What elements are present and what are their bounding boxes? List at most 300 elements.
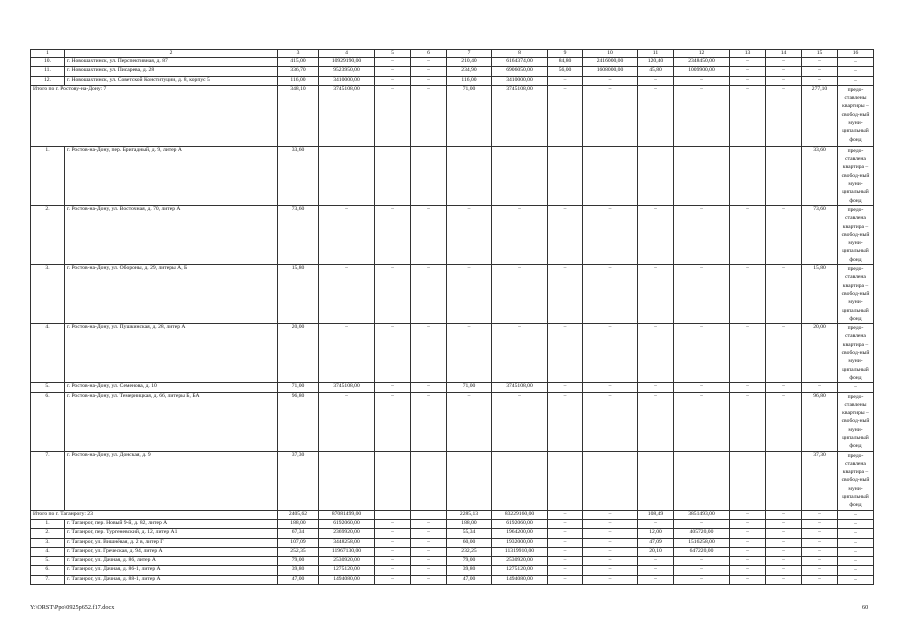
- value-cell: 79,00: [278, 557, 319, 566]
- value-cell: –: [583, 557, 638, 566]
- value-cell: –: [447, 265, 492, 324]
- row-number: 3.: [31, 538, 65, 547]
- value-cell: –: [548, 566, 583, 575]
- table-row: [31, 392, 874, 451]
- value-cell: 6906050,00: [492, 67, 548, 76]
- note-cell: –: [838, 529, 874, 538]
- address-cell: г. Таганрог, пер. Тургеневский, д. 12, литер А1: [65, 529, 278, 538]
- value-cell: –: [548, 529, 583, 538]
- value-cell: 33,60: [278, 146, 319, 205]
- row-number: 7.: [31, 451, 65, 510]
- value-cell: –: [583, 76, 638, 85]
- value-cell: –: [802, 538, 838, 547]
- value-cell: –: [766, 547, 802, 556]
- value-cell: –: [766, 529, 802, 538]
- value-cell: –: [802, 566, 838, 575]
- value-cell: 45,80: [638, 67, 674, 76]
- subtotal-label: Итого по г. Ростову-на-Дону: 7: [31, 85, 278, 146]
- value-cell: 1932000,00: [492, 538, 548, 547]
- file-path: Y:\ORST\Ppo\0925p652.f17.docx: [30, 604, 115, 611]
- column-header: 16: [838, 50, 874, 58]
- value-cell: –: [730, 76, 766, 85]
- table-row: [31, 547, 874, 556]
- value-cell: –: [638, 519, 674, 528]
- column-header: 15: [802, 50, 838, 58]
- column-header: 10: [583, 50, 638, 58]
- value-cell: –: [766, 383, 802, 392]
- value-cell: –: [375, 557, 411, 566]
- value-cell: –: [548, 510, 583, 519]
- value-cell: –: [802, 67, 838, 76]
- value-cell: 15,80: [278, 265, 319, 324]
- value-cell: 3410000,00: [492, 76, 548, 85]
- row-number: 1.: [31, 146, 65, 205]
- value-cell: –: [730, 324, 766, 383]
- value-cell: –: [766, 575, 802, 584]
- value-cell: –: [548, 85, 583, 146]
- row-number: 11.: [31, 67, 65, 76]
- value-cell: –: [730, 58, 766, 67]
- row-number: 4.: [31, 547, 65, 556]
- value-cell: –: [319, 324, 375, 383]
- value-cell: –: [638, 324, 674, 383]
- column-header: 14: [766, 50, 802, 58]
- value-cell: [492, 451, 548, 510]
- address-cell: г. Ростов-на-Дону, ул. Восточная, д. 70, литер А: [65, 205, 278, 264]
- value-cell: –: [375, 324, 411, 383]
- value-cell: 1275120,00: [492, 566, 548, 575]
- value-cell: 96,80: [802, 392, 838, 451]
- value-cell: 73,60: [802, 205, 838, 264]
- value-cell: 37,30: [278, 451, 319, 510]
- value-cell: –: [548, 205, 583, 264]
- value-cell: 73,60: [278, 205, 319, 264]
- row-number: 2.: [31, 529, 65, 538]
- note-cell: предо-ставлена квартира – свобод-ный муни-ципальный фонд: [838, 205, 874, 264]
- table-row: [31, 557, 874, 566]
- value-cell: 1494080,00: [492, 575, 548, 584]
- value-cell: –: [583, 538, 638, 547]
- value-cell: 108,49: [638, 510, 674, 519]
- value-cell: –: [730, 547, 766, 556]
- value-cell: –: [638, 557, 674, 566]
- value-cell: 12,00: [638, 529, 674, 538]
- column-header: 4: [319, 50, 375, 58]
- value-cell: [674, 451, 730, 510]
- value-cell: 83229160,00: [492, 510, 548, 519]
- value-cell: 56,00: [548, 67, 583, 76]
- note-cell: –: [838, 383, 874, 392]
- value-cell: –: [638, 566, 674, 575]
- value-cell: 71,00: [278, 383, 319, 392]
- table-row: [31, 383, 874, 392]
- value-cell: 348,10: [278, 85, 319, 146]
- value-cell: 3410000,00: [319, 76, 375, 85]
- value-cell: –: [375, 392, 411, 451]
- value-cell: 11967130,00: [319, 547, 375, 556]
- note-cell: –: [838, 519, 874, 528]
- address-cell: г. Ростов-на-Дону, пер. Бригадный, д. 9, литер А: [65, 146, 278, 205]
- value-cell: 107,09: [278, 538, 319, 547]
- value-cell: 188,00: [278, 519, 319, 528]
- table-row: [31, 324, 874, 383]
- value-cell: –: [411, 58, 447, 67]
- value-cell: –: [730, 205, 766, 264]
- value-cell: –: [730, 510, 766, 519]
- value-cell: –: [583, 566, 638, 575]
- address-cell: г. Таганрог, ул. Дачная, д. 88-1, литер А: [65, 575, 278, 584]
- value-cell: [638, 146, 674, 205]
- value-cell: –: [375, 519, 411, 528]
- value-cell: 87081499,00: [319, 510, 375, 519]
- note-cell: –: [838, 575, 874, 584]
- value-cell: 1009900,00: [674, 67, 730, 76]
- value-cell: –: [411, 557, 447, 566]
- value-cell: 37,30: [802, 451, 838, 510]
- value-cell: –: [548, 557, 583, 566]
- value-cell: –: [583, 383, 638, 392]
- value-cell: 20,00: [278, 324, 319, 383]
- value-cell: –: [548, 538, 583, 547]
- table-row: [31, 451, 874, 510]
- value-cell: 234,90: [447, 67, 492, 76]
- row-number: 6.: [31, 392, 65, 451]
- value-cell: –: [638, 85, 674, 146]
- value-cell: –: [674, 566, 730, 575]
- value-cell: –: [411, 566, 447, 575]
- value-cell: –: [375, 67, 411, 76]
- value-cell: [492, 146, 548, 205]
- value-cell: [411, 510, 447, 519]
- value-cell: –: [319, 265, 375, 324]
- value-cell: –: [411, 538, 447, 547]
- table-row: [31, 566, 874, 575]
- value-cell: –: [638, 265, 674, 324]
- value-cell: –: [319, 392, 375, 451]
- value-cell: 120,40: [638, 58, 674, 67]
- value-cell: 79,00: [447, 557, 492, 566]
- value-cell: –: [375, 58, 411, 67]
- table-row: [31, 76, 874, 85]
- value-cell: –: [638, 76, 674, 85]
- value-cell: –: [766, 538, 802, 547]
- value-cell: –: [411, 67, 447, 76]
- value-cell: –: [583, 392, 638, 451]
- value-cell: –: [548, 76, 583, 85]
- value-cell: –: [447, 392, 492, 451]
- column-header: 13: [730, 50, 766, 58]
- value-cell: –: [447, 324, 492, 383]
- value-cell: –: [766, 76, 802, 85]
- address-cell: г. Ростов-на-Дону, ул. Донская, д. 9: [65, 451, 278, 510]
- value-cell: –: [411, 392, 447, 451]
- value-cell: –: [583, 519, 638, 528]
- value-cell: –: [730, 392, 766, 451]
- table-row: [31, 146, 874, 205]
- address-cell: г. Таганрог, пер. Новый 9-й, д. 82, литер А: [65, 519, 278, 528]
- value-cell: –: [375, 383, 411, 392]
- address-cell: г. Ростов-на-Дону, ул. Обороны, д. 29, литеры А, Б: [65, 265, 278, 324]
- value-cell: –: [548, 575, 583, 584]
- table-body: [31, 50, 874, 585]
- value-cell: 71,00: [447, 85, 492, 146]
- value-cell: [548, 146, 583, 205]
- value-cell: –: [375, 265, 411, 324]
- value-cell: –: [638, 383, 674, 392]
- value-cell: –: [375, 529, 411, 538]
- column-header: 2: [65, 50, 278, 58]
- value-cell: –: [375, 575, 411, 584]
- value-cell: 55,34: [447, 529, 492, 538]
- value-cell: [766, 146, 802, 205]
- subtotal-label: Итого по г. Таганрогу: 23: [31, 510, 278, 519]
- address-cell: г. Ростов-на-Дону, ул. Темерницкая, д. 66, литеры Б, БА: [65, 392, 278, 451]
- value-cell: –: [447, 205, 492, 264]
- value-cell: 252,35: [278, 547, 319, 556]
- value-cell: –: [492, 265, 548, 324]
- column-header: 11: [638, 50, 674, 58]
- value-cell: 232,25: [447, 547, 492, 556]
- address-cell: г. Ростов-на-Дону, ул. Семенова, д. 10: [65, 383, 278, 392]
- value-cell: –: [319, 205, 375, 264]
- value-cell: 647220,00: [674, 547, 730, 556]
- value-cell: 10929190,00: [319, 58, 375, 67]
- value-cell: 15,80: [802, 265, 838, 324]
- value-cell: –: [674, 383, 730, 392]
- value-cell: –: [492, 392, 548, 451]
- value-cell: 405720,00: [674, 529, 730, 538]
- value-cell: –: [802, 510, 838, 519]
- value-cell: 1964200,00: [492, 529, 548, 538]
- page-number: 60: [862, 604, 869, 611]
- row-number: 5.: [31, 557, 65, 566]
- value-cell: 277,10: [802, 85, 838, 146]
- value-cell: 3745108,00: [492, 383, 548, 392]
- column-header: 3: [278, 50, 319, 58]
- address-cell: г. Таганрог, ул. Дачная, д. 86-1, литер А: [65, 566, 278, 575]
- value-cell: –: [411, 324, 447, 383]
- note-cell: предо-ставлена квартира – свобод-ный муни-ципальный фонд: [838, 324, 874, 383]
- value-cell: 39,80: [278, 566, 319, 575]
- note-cell: –: [838, 510, 874, 519]
- value-cell: 2285,13: [447, 510, 492, 519]
- value-cell: [447, 451, 492, 510]
- value-cell: [583, 146, 638, 205]
- value-cell: 188,00: [447, 519, 492, 528]
- value-cell: 3851493,00: [674, 510, 730, 519]
- value-cell: –: [548, 265, 583, 324]
- value-cell: [319, 451, 375, 510]
- value-cell: –: [730, 383, 766, 392]
- value-cell: [375, 451, 411, 510]
- column-header: 12: [674, 50, 730, 58]
- address-cell: г. Таганрог, ул. Вишнёвая, д. 2 в, литер Г: [65, 538, 278, 547]
- value-cell: [766, 451, 802, 510]
- value-cell: –: [802, 547, 838, 556]
- value-cell: –: [766, 510, 802, 519]
- value-cell: –: [674, 519, 730, 528]
- value-cell: [411, 146, 447, 205]
- value-cell: –: [492, 205, 548, 264]
- value-cell: –: [411, 529, 447, 538]
- value-cell: –: [730, 557, 766, 566]
- value-cell: –: [548, 324, 583, 383]
- value-cell: –: [802, 76, 838, 85]
- note-cell: предо-ставлена квартира – свобод-ный муни-ципальный фонд: [838, 265, 874, 324]
- value-cell: 6192060,00: [492, 519, 548, 528]
- note-cell: предо-ставлена квартира – свобод-ный муни-ципальный фонд: [838, 451, 874, 510]
- value-cell: [638, 451, 674, 510]
- value-cell: [375, 146, 411, 205]
- value-cell: –: [802, 383, 838, 392]
- row-number: 6.: [31, 566, 65, 575]
- value-cell: 67,34: [278, 529, 319, 538]
- value-cell: –: [411, 85, 447, 146]
- value-cell: [730, 451, 766, 510]
- value-cell: 47,09: [638, 538, 674, 547]
- value-cell: –: [375, 538, 411, 547]
- value-cell: 3745108,00: [319, 85, 375, 146]
- value-cell: –: [730, 265, 766, 324]
- value-cell: –: [766, 324, 802, 383]
- value-cell: [730, 146, 766, 205]
- value-cell: –: [411, 383, 447, 392]
- value-cell: –: [375, 566, 411, 575]
- value-cell: –: [411, 265, 447, 324]
- value-cell: –: [674, 575, 730, 584]
- value-cell: 1608000,00: [583, 67, 638, 76]
- value-cell: –: [583, 205, 638, 264]
- value-cell: 3745108,00: [319, 383, 375, 392]
- table-row: [31, 575, 874, 584]
- row-number: 7.: [31, 575, 65, 584]
- value-cell: –: [638, 392, 674, 451]
- value-cell: –: [766, 392, 802, 451]
- value-cell: 336,70: [278, 67, 319, 76]
- note-cell: –: [838, 538, 874, 547]
- value-cell: –: [411, 76, 447, 85]
- value-cell: –: [730, 67, 766, 76]
- value-cell: 210,40: [447, 58, 492, 67]
- value-cell: 2405,62: [278, 510, 319, 519]
- value-cell: [375, 510, 411, 519]
- value-cell: –: [583, 265, 638, 324]
- value-cell: –: [583, 85, 638, 146]
- value-cell: –: [492, 324, 548, 383]
- value-cell: –: [674, 557, 730, 566]
- value-cell: 3448258,00: [319, 538, 375, 547]
- value-cell: 1275120,00: [319, 566, 375, 575]
- data-table: [30, 49, 874, 585]
- value-cell: –: [766, 557, 802, 566]
- value-cell: –: [802, 557, 838, 566]
- value-cell: –: [583, 529, 638, 538]
- value-cell: 84,80: [548, 58, 583, 67]
- header-row: [31, 50, 874, 58]
- value-cell: 60,00: [447, 538, 492, 547]
- value-cell: –: [411, 575, 447, 584]
- value-cell: [447, 146, 492, 205]
- value-cell: 3745108,00: [492, 85, 548, 146]
- value-cell: –: [674, 205, 730, 264]
- table-row: [31, 205, 874, 264]
- column-header: 6: [411, 50, 447, 58]
- value-cell: –: [548, 519, 583, 528]
- row-number: 5.: [31, 383, 65, 392]
- value-cell: 20,10: [638, 547, 674, 556]
- value-cell: –: [583, 575, 638, 584]
- value-cell: 116,00: [278, 76, 319, 85]
- note-cell: –: [838, 58, 874, 67]
- value-cell: 6192060,00: [319, 519, 375, 528]
- value-cell: 33,60: [802, 146, 838, 205]
- value-cell: –: [674, 324, 730, 383]
- value-cell: –: [411, 205, 447, 264]
- value-cell: –: [766, 519, 802, 528]
- value-cell: 47,00: [278, 575, 319, 584]
- value-cell: –: [375, 205, 411, 264]
- value-cell: 47,00: [447, 575, 492, 584]
- note-cell: –: [838, 76, 874, 85]
- value-cell: –: [730, 85, 766, 146]
- value-cell: 11319910,00: [492, 547, 548, 556]
- value-cell: 1516258,00: [674, 538, 730, 547]
- row-number: 4.: [31, 324, 65, 383]
- note-cell: –: [838, 557, 874, 566]
- value-cell: –: [583, 547, 638, 556]
- value-cell: –: [548, 392, 583, 451]
- value-cell: [548, 451, 583, 510]
- value-cell: –: [411, 519, 447, 528]
- column-header: 9: [548, 50, 583, 58]
- value-cell: 2530920,00: [319, 557, 375, 566]
- value-cell: –: [548, 383, 583, 392]
- value-cell: –: [766, 67, 802, 76]
- address-cell: г. Новошахтинск, ул. Советской Конституции, д. 8, корпус 5: [65, 76, 278, 85]
- row-number: 10.: [31, 58, 65, 67]
- value-cell: –: [375, 85, 411, 146]
- row-number: 3.: [31, 265, 65, 324]
- note-cell: предо-ставлены квартиры – свобод-ный муни-ципальный фонд: [838, 392, 874, 451]
- value-cell: –: [411, 547, 447, 556]
- value-cell: –: [583, 510, 638, 519]
- address-cell: г. Новошахтинск, ул. Писарева, д. 28: [65, 67, 278, 76]
- row-number: 1.: [31, 519, 65, 528]
- table-row: [31, 529, 874, 538]
- value-cell: –: [730, 538, 766, 547]
- value-cell: –: [730, 529, 766, 538]
- value-cell: [674, 146, 730, 205]
- subtotal-row: [31, 85, 874, 146]
- value-cell: –: [583, 324, 638, 383]
- address-cell: г. Таганрог, ул. Греческая, д. 94, литер А: [65, 547, 278, 556]
- address-cell: г. Таганрог, ул. Дачная, д. 86, литер А: [65, 557, 278, 566]
- value-cell: 9523950,00: [319, 67, 375, 76]
- value-cell: 2530920,00: [492, 557, 548, 566]
- address-cell: г. Ростов-на-Дону, ул. Пушкинская, д. 28, литер А: [65, 324, 278, 383]
- value-cell: 2348450,00: [674, 58, 730, 67]
- value-cell: 2369920,00: [319, 529, 375, 538]
- value-cell: –: [766, 566, 802, 575]
- table-row: [31, 67, 874, 76]
- value-cell: 71,00: [447, 383, 492, 392]
- value-cell: 39,80: [447, 566, 492, 575]
- value-cell: 6164374,00: [492, 58, 548, 67]
- value-cell: –: [730, 519, 766, 528]
- table-row: [31, 58, 874, 67]
- value-cell: 96,80: [278, 392, 319, 451]
- value-cell: 415,00: [278, 58, 319, 67]
